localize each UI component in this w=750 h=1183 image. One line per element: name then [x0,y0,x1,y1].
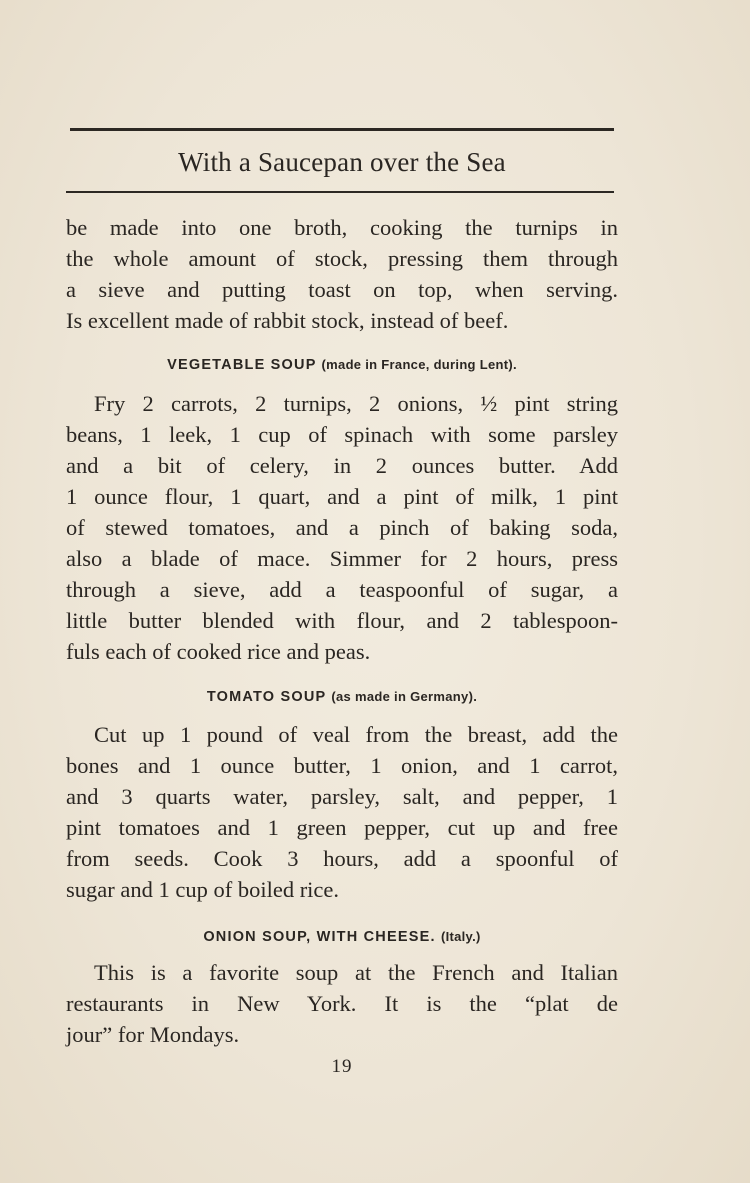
text-line: This is a favorite soup at the French and Italian [94,960,618,985]
recipe-note: (Italy.) [440,929,481,944]
recipe-paragraph-tomato-soup [66,719,618,905]
text-line: Cut up 1 pound of veal from the breast, add the [94,722,618,747]
text-line: pint tomatoes and 1 green pepper, cut up and free [66,815,618,840]
text-line: Is excellent made of rabbit stock, instead of beef. [66,308,509,333]
recipe-title: VEGETABLE SOUP [167,357,317,373]
text-line: jour” for Mondays. [66,1022,240,1047]
recipe-heading-vegetable-soup [66,357,618,373]
recipe-heading-tomato-soup [66,689,618,705]
text-line: the whole amount of stock, pressing them through [66,246,618,271]
text-line: also a blade of mace. Simmer for 2 hours, press [66,546,618,571]
recipe-title: TOMATO SOUP [206,689,327,705]
text-line: from seeds. Cook 3 hours, add a spoonful of [66,846,618,871]
recipe-title: ONION SOUP, WITH CHEESE. [203,929,436,945]
recipe-note: (as made in Germany). [331,689,478,704]
text-line: fuls each of cooked rice and peas. [66,639,371,664]
header-rule-bottom [66,191,614,193]
text-line: a sieve and putting toast on top, when serving. [66,277,618,302]
text-line: be made into one broth, cooking the turnips in [66,215,618,240]
text-line: bones and 1 ounce butter, 1 onion, and 1 carrot, [66,753,618,778]
text-line: sugar and 1 cup of boiled rice. [66,877,340,902]
text-line: and a bit of celery, in 2 ounces butter. Add [66,453,618,478]
recipe-note: (made in France, during Lent). [321,357,517,372]
intro-paragraph [66,212,618,336]
text-line: beans, 1 leek, 1 cup of spinach with some parsley [66,422,618,447]
text-line: and 3 quarts water, parsley, salt, and pepper, 1 [66,784,618,809]
recipe-heading-onion-soup [66,929,618,945]
text-line: 1 ounce flour, 1 quart, and a pint of milk, 1 pint [66,484,618,509]
text-line: Fry 2 carrots, 2 turnips, 2 onions, ½ pint string [94,391,618,416]
recipe-paragraph-onion-soup [66,957,618,1050]
text-line: restaurants in New York. It is the “plat de [66,991,618,1016]
text-line: through a sieve, add a teaspoonful of sugar, a [66,577,618,602]
page-number: 19 [331,1056,353,1077]
running-head: With a Saucepan over the Sea [178,147,506,177]
recipe-paragraph-vegetable-soup [66,388,618,667]
text-line: little butter blended with flour, and 2 tablespoon- [66,608,618,633]
header-rule-top [70,128,614,131]
text-line: of stewed tomatoes, and a pinch of baking soda, [66,515,618,540]
